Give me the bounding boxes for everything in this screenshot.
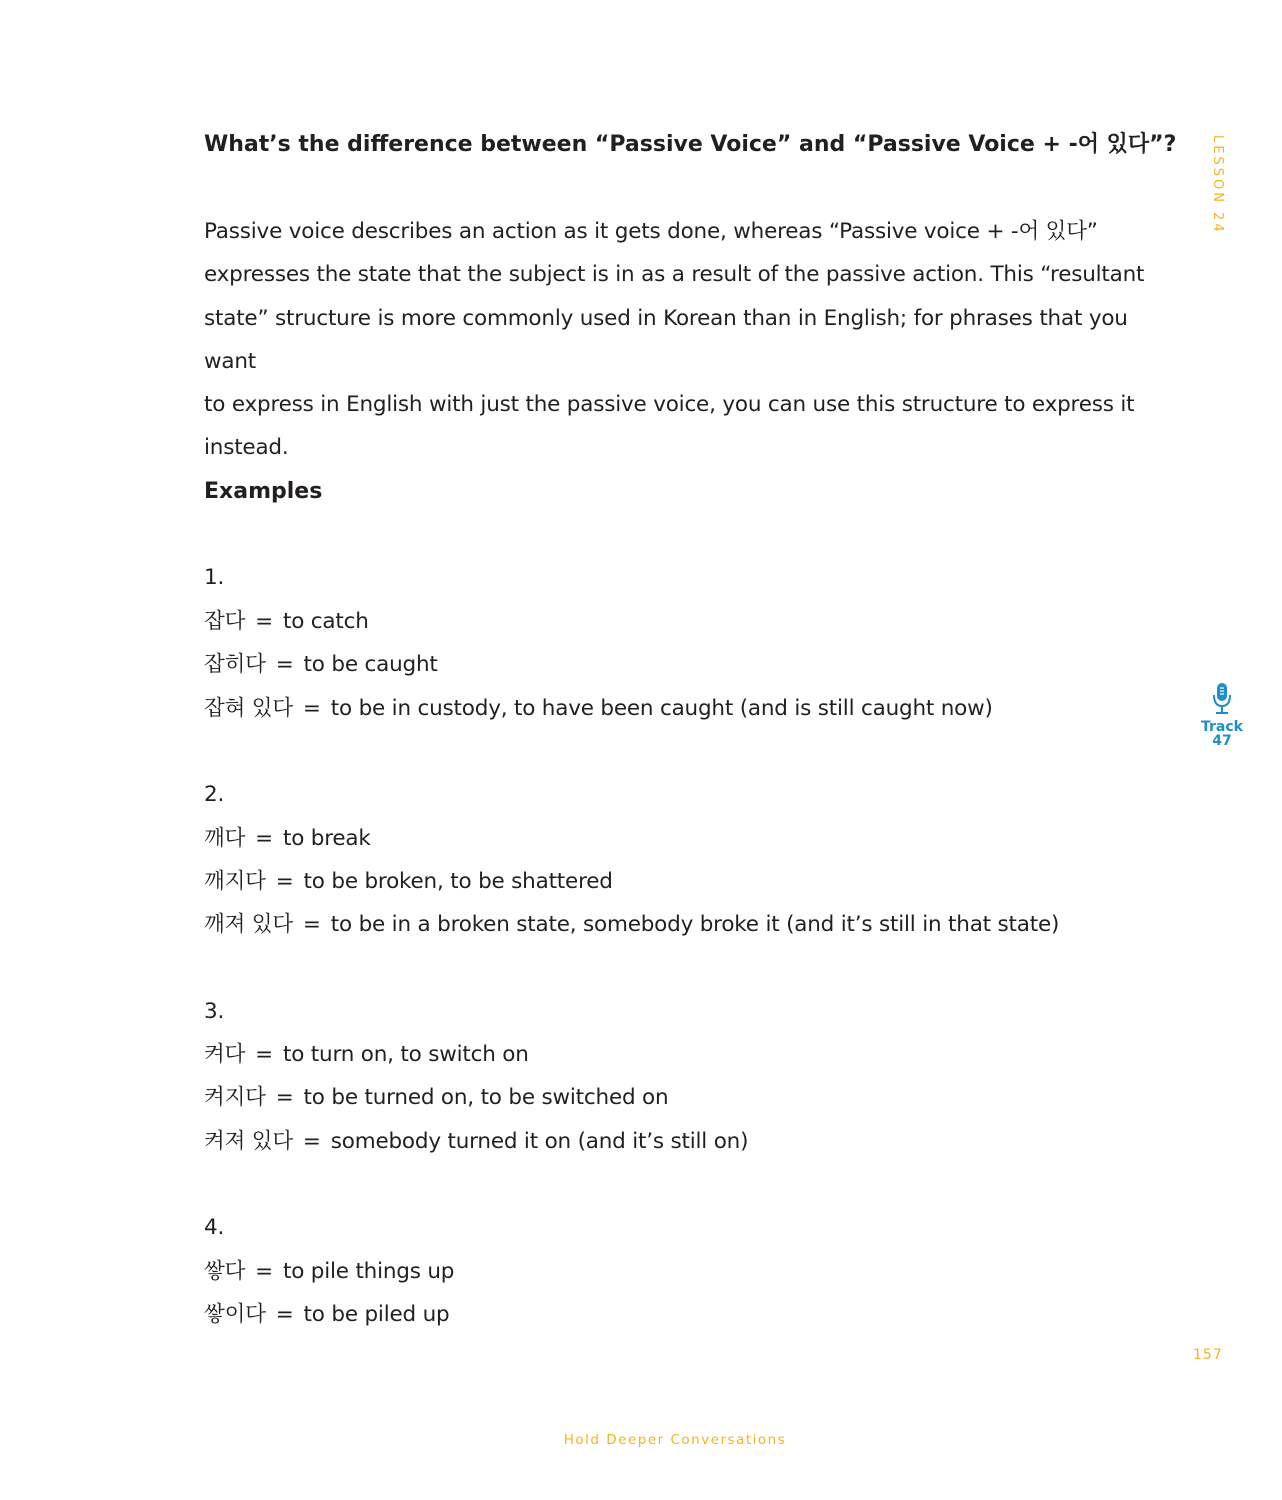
english-meaning: to catch (282, 609, 369, 634)
example-row (204, 1257, 454, 1287)
example-row (204, 1083, 668, 1113)
korean-term: 잡다 (204, 609, 246, 634)
track-label: Track (1201, 719, 1243, 735)
korean-term: 쌓다 (204, 1259, 246, 1284)
english-meaning: to be caught (303, 652, 438, 677)
equals-sign: = (255, 1042, 273, 1067)
english-meaning: to be in custody, to have been caught (and is still caught now) (330, 696, 993, 721)
korean-term: 잡히다 (204, 652, 266, 677)
examples-heading: Examples (204, 479, 323, 504)
equals-sign: = (302, 1129, 321, 1154)
equals-sign: = (255, 609, 273, 634)
explanation-paragraph (204, 210, 1149, 470)
english-meaning: somebody turned it on (and it’s still on) (330, 1129, 749, 1154)
english-meaning: to be turned on, to be switched on (303, 1085, 669, 1110)
korean-term: 켜지다 (204, 1085, 266, 1110)
english-meaning: to turn on, to switch on (282, 1042, 529, 1067)
example-row (204, 867, 613, 897)
korean-term: 깨지다 (204, 869, 266, 894)
example-row (204, 1040, 529, 1070)
example-number: 3. (204, 999, 225, 1024)
example-row (204, 1127, 748, 1157)
audio-track-marker[interactable] (1196, 682, 1248, 748)
equals-sign: = (255, 826, 273, 851)
english-meaning: to break (282, 826, 371, 851)
equals-sign: = (275, 1302, 294, 1327)
paragraph-line: Passive voice describes an action as it gets done, whereas “Passive voice + -어 있다” (204, 219, 1098, 244)
lesson-side-tab: LESSON 24 (1210, 135, 1225, 235)
english-meaning: to pile things up (282, 1259, 455, 1284)
footer-title: Hold Deeper Conversations (563, 1432, 787, 1448)
paragraph-line: expresses the state that the subject is in as a result of the passive action. This “resultant (204, 262, 1145, 288)
korean-term: 깨다 (204, 826, 246, 851)
example-number: 2. (204, 782, 225, 807)
paragraph-line: instead. (204, 435, 289, 461)
equals-sign: = (275, 869, 294, 894)
example-row (204, 1300, 449, 1330)
korean-term: 쌓이다 (204, 1302, 266, 1327)
section-question-heading: What’s the difference between “Passive Voice” and “Passive Voice + -어 있다”? (204, 132, 1177, 157)
english-meaning: to be in a broken state, somebody broke it (and it’s still in that state) (330, 912, 1060, 937)
footer (0, 1432, 1282, 1448)
equals-sign: = (302, 696, 321, 721)
example-row (204, 694, 993, 724)
equals-sign: = (275, 652, 294, 677)
korean-term: 잡혀 있다 (204, 696, 293, 721)
example-number: 4. (204, 1215, 225, 1240)
equals-sign: = (275, 1085, 294, 1110)
english-meaning: to be piled up (303, 1302, 450, 1327)
example-row (204, 650, 438, 680)
english-meaning: to be broken, to be shattered (303, 869, 613, 894)
example-row (204, 824, 371, 854)
example-row (204, 910, 1059, 940)
paragraph-line: state” structure is more commonly used in Korean than in English; for phrases that you want (204, 305, 1128, 374)
track-number: 47 (1212, 733, 1232, 749)
korean-term: 켜다 (204, 1042, 246, 1067)
korean-term: 켜져 있다 (204, 1129, 293, 1154)
page-number: 157 (1193, 1347, 1223, 1363)
microphone-icon (1211, 682, 1233, 716)
korean-term: 깨져 있다 (204, 912, 293, 937)
paragraph-line: to express in English with just the passive voice, you can use this structure to express it (204, 392, 1135, 418)
equals-sign: = (255, 1259, 273, 1284)
example-row (204, 607, 369, 637)
example-number: 1. (204, 565, 225, 590)
equals-sign: = (302, 912, 321, 937)
